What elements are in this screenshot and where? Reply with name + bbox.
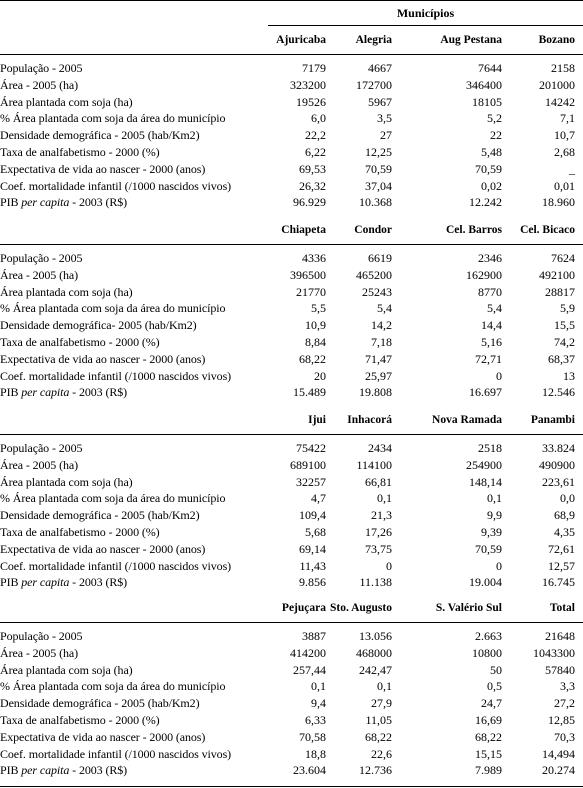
table-cell: 11,43	[299, 558, 326, 573]
row-label-em: per capita	[21, 763, 70, 778]
table-cell: 15,5	[554, 318, 575, 333]
header-rule	[0, 622, 583, 623]
table-cell: 68,9	[554, 508, 575, 523]
table-row	[0, 145, 583, 161]
table-cell: 4,35	[554, 525, 575, 539]
table-cell: 0,1	[487, 491, 502, 506]
table-cell: 6,22	[305, 145, 326, 159]
row-label-pre: Área plantada com soja (ha)	[0, 662, 133, 677]
row-label	[0, 646, 78, 661]
table-row	[0, 285, 583, 301]
row-label-pre: Densidade demográfica - 2005 (hab/Km2)	[0, 696, 200, 711]
row-label-pre: Expectativa de vida ao nascer - 2000 (anos)	[0, 729, 206, 744]
column-header: Cel. Barros	[445, 224, 502, 236]
row-label-pre: Densidade demográfica- 2005 (hab/Km2)	[0, 318, 197, 333]
table-cell: 2158	[551, 61, 575, 75]
table-cell: 25,97	[365, 368, 392, 383]
table-cell: 33.824	[542, 441, 575, 455]
table-cell: 114100	[356, 457, 392, 472]
row-label-post: - 2003 (R$)	[69, 195, 128, 210]
table-cell: 7624	[551, 251, 575, 265]
row-label	[0, 713, 160, 728]
row-label-pre: Densidade demográfica - 2005 (hab/Km2)	[0, 128, 200, 143]
table-cell: 4,7	[311, 491, 326, 506]
table-row	[0, 696, 583, 712]
table-cell: 242,47	[359, 662, 392, 677]
table-row	[0, 251, 583, 267]
table-cell: 6619	[368, 251, 392, 265]
table-row	[0, 542, 583, 558]
table-cell: 3,3	[560, 679, 575, 694]
row-label	[0, 111, 225, 126]
row-label	[0, 285, 133, 300]
row-label-pre: PIB	[0, 385, 22, 400]
table-cell: 13.056	[359, 629, 392, 643]
header-rule	[0, 434, 583, 435]
row-label	[0, 352, 205, 367]
table-cell: 5,9	[560, 301, 575, 316]
table-cell: 6,0	[311, 111, 326, 126]
bottom-rule	[0, 786, 583, 787]
table-cell: 3887	[302, 629, 326, 643]
table-cell: 70,59	[475, 541, 502, 556]
row-label	[0, 575, 127, 590]
row-label-pre: Coef. mortalidade infantil (/1000 nascidos vivos)	[0, 178, 232, 193]
table-cell: 72,61	[548, 541, 575, 556]
table-row	[0, 646, 583, 662]
table-cell: 9,4	[311, 696, 326, 711]
column-header: Total	[549, 602, 575, 614]
table-cell: 17,26	[365, 525, 392, 539]
table-cell: 346400	[466, 77, 502, 92]
table-cell: 70,59	[475, 161, 502, 176]
table-cell: 27,9	[371, 696, 392, 711]
row-label-pre: % Área plantada com soja da área do município	[0, 491, 226, 506]
table-row	[0, 335, 583, 351]
row-label	[0, 747, 231, 762]
row-label-pre: Coef. mortalidade infantil (/1000 nascidos vivos)	[0, 558, 232, 573]
row-label	[0, 268, 78, 283]
row-label-pre: PIB	[0, 195, 22, 210]
row-label-em: per capita	[21, 195, 70, 210]
table-cell: 0,01	[554, 178, 575, 193]
table-cell: 162900	[466, 267, 502, 282]
table-cell: 396500	[290, 267, 326, 282]
header-rule	[0, 244, 583, 245]
column-header: Sto. Augusto	[330, 602, 392, 614]
table-cell: 7179	[302, 61, 326, 75]
row-label-pre: População - 2005	[0, 251, 83, 265]
table-cell: 5967	[368, 94, 392, 109]
row-label-pre: % Área plantada com soja da área do município	[0, 111, 226, 126]
row-label	[0, 441, 82, 456]
table-cell: 19526	[296, 94, 326, 109]
row-label-pre: % Área plantada com soja da área do município	[0, 301, 226, 316]
table-cell: 7.989	[475, 763, 502, 778]
table-cell: 223,61	[542, 474, 575, 489]
row-label	[0, 475, 133, 490]
table-cell: 0	[496, 368, 502, 383]
row-label	[0, 542, 205, 557]
table-cell: 0,5	[487, 679, 502, 694]
table-cell: 70,59	[365, 161, 392, 176]
table-cell: 15.489	[293, 385, 326, 400]
row-label	[0, 629, 82, 644]
table-cell: 10,7	[554, 128, 575, 143]
table-cell: 2.663	[475, 629, 502, 643]
table-cell: 12.242	[469, 195, 502, 210]
row-label	[0, 491, 225, 506]
table-cell: 490900	[539, 457, 575, 472]
table-cell: 37,04	[365, 178, 392, 193]
row-label-pre: Taxa de analfabetismo - 2000 (%)	[0, 335, 160, 349]
table-row	[0, 195, 583, 211]
table-cell: 0,1	[311, 679, 326, 694]
table-cell: 9,9	[487, 508, 502, 523]
table-cell: 12,85	[548, 713, 575, 727]
table-cell: 2,68	[554, 145, 575, 159]
row-label-pre: Área plantada com soja (ha)	[0, 284, 133, 299]
table-cell: 13	[563, 368, 575, 383]
table-cell: 9.856	[299, 575, 326, 590]
table-row	[0, 491, 583, 507]
row-label	[0, 508, 199, 523]
table-cell: 0	[496, 558, 502, 573]
table-cell: 18,8	[305, 746, 326, 761]
row-label	[0, 696, 199, 711]
row-label-pre: População - 2005	[0, 61, 83, 75]
row-label-post: - 2003 (R$)	[69, 385, 128, 400]
table-cell: 323200	[290, 77, 326, 92]
row-label-pre: População - 2005	[0, 629, 83, 643]
table-row	[0, 508, 583, 524]
table-cell: 16.745	[542, 575, 575, 590]
table-cell: 73,75	[365, 541, 392, 556]
table-cell: 20	[314, 368, 326, 383]
table-cell: 12.546	[542, 385, 575, 400]
table-row	[0, 663, 583, 679]
row-label-pre: Área plantada com soja (ha)	[0, 474, 133, 489]
row-label-em: per capita	[21, 575, 70, 590]
table-row	[0, 713, 583, 729]
title-underline	[268, 25, 583, 26]
row-label-pre: Área - 2005 (ha)	[0, 457, 79, 472]
row-label-pre: Coef. mortalidade infantil (/1000 nascidos vivos)	[0, 746, 232, 761]
table-cell: 96.929	[293, 195, 326, 210]
table-cell: 414200	[290, 645, 326, 660]
table-cell: 5,48	[481, 145, 502, 159]
row-label-pre: População - 2005	[0, 441, 83, 455]
row-label-pre: Expectativa de vida ao nascer - 2000 (anos)	[0, 161, 206, 176]
table-cell: 0,02	[481, 178, 502, 193]
table-cell: 14242	[545, 94, 575, 109]
table-row	[0, 629, 583, 645]
top-rule	[0, 0, 583, 1]
row-label-pre: Densidade demográfica - 2005 (hab/Km2)	[0, 508, 200, 523]
row-label-pre: PIB	[0, 575, 22, 590]
row-label	[0, 61, 82, 76]
row-label-pre: Taxa de analfabetismo - 2000 (%)	[0, 713, 160, 727]
table-cell: 8770	[478, 284, 502, 299]
table-cell: 69,14	[299, 541, 326, 556]
table-cell: 23.604	[293, 763, 326, 778]
table-cell: 16.697	[469, 385, 502, 400]
table-cell: 75422	[296, 441, 326, 455]
table-cell: 10800	[472, 645, 502, 660]
row-label	[0, 730, 205, 745]
table-cell: 28817	[545, 284, 575, 299]
column-header: Pejuçara	[281, 602, 326, 614]
table-cell: 22,2	[305, 128, 326, 143]
table-row	[0, 111, 583, 127]
table-cell: 14,4	[481, 318, 502, 333]
table-row	[0, 128, 583, 144]
table-cell: 468000	[356, 645, 392, 660]
table-cell: 32257	[296, 474, 326, 489]
row-label-pre: Taxa de analfabetismo - 2000 (%)	[0, 145, 160, 159]
table-cell: 2434	[368, 441, 392, 455]
table-cell: 6,33	[305, 713, 326, 727]
table-cell: 492100	[539, 267, 575, 282]
table-row	[0, 441, 583, 457]
row-label	[0, 369, 231, 384]
table-cell: 12,25	[365, 145, 392, 159]
table-row	[0, 301, 583, 317]
table-row	[0, 525, 583, 541]
row-label	[0, 95, 133, 110]
table-cell: 9,39	[481, 525, 502, 539]
table-cell: 50	[490, 662, 502, 677]
row-label	[0, 318, 197, 333]
table-title: Municípios	[396, 6, 455, 20]
column-header: Panambi	[530, 414, 575, 426]
row-label	[0, 525, 160, 540]
row-label	[0, 559, 231, 574]
row-label	[0, 763, 127, 778]
table-cell: 15,15	[475, 746, 502, 761]
table-row	[0, 763, 583, 779]
table-cell: 25243	[362, 284, 392, 299]
table-cell: 68,22	[475, 729, 502, 744]
table-cell: 66,81	[365, 474, 392, 489]
table-cell: 11,05	[365, 713, 392, 727]
table-cell: 14,494	[542, 746, 575, 761]
row-label	[0, 179, 231, 194]
table-cell: 2518	[478, 441, 502, 455]
table-row	[0, 730, 583, 746]
table-row	[0, 369, 583, 385]
row-label-pre: Expectativa de vida ao nascer - 2000 (anos)	[0, 541, 206, 556]
table-cell: 12,57	[548, 558, 575, 573]
table-cell: 5,16	[481, 335, 502, 349]
table-cell: 72,71	[475, 351, 502, 366]
table-cell: 465200	[356, 267, 392, 282]
table-cell: 3,5	[377, 111, 392, 126]
table-cell: 109,4	[299, 508, 326, 523]
table-cell: 0,0	[560, 491, 575, 506]
column-header: S. Valério Sul	[435, 602, 502, 614]
table-row	[0, 61, 583, 77]
row-label	[0, 128, 199, 143]
table-cell: 71,47	[365, 351, 392, 366]
table-cell: 201000	[539, 77, 575, 92]
table-row	[0, 475, 583, 491]
table-cell: 7,1	[560, 111, 575, 126]
table-cell: 14,2	[371, 318, 392, 333]
table-cell: 70,3	[554, 729, 575, 744]
table-row	[0, 679, 583, 695]
column-header: Ijui	[308, 414, 326, 426]
table-row	[0, 78, 583, 94]
table-cell: 22	[490, 128, 502, 143]
table-cell: 24,7	[481, 696, 502, 711]
table-cell: 26,32	[299, 178, 326, 193]
row-label	[0, 385, 127, 400]
row-label-pre: Coef. mortalidade infantil (/1000 nascidos vivos)	[0, 368, 232, 383]
table-cell: 74,2	[554, 335, 575, 349]
row-label	[0, 78, 78, 93]
row-label	[0, 663, 133, 678]
row-label	[0, 251, 82, 266]
column-header: Nova Ramada	[432, 414, 502, 426]
column-header: Cel. Bicaco	[520, 224, 575, 236]
table-cell: 22,6	[371, 746, 392, 761]
table-cell: 16,69	[475, 713, 502, 727]
column-header: Inhacorá	[347, 414, 392, 426]
row-label	[0, 195, 127, 210]
row-label-pre: Expectativa de vida ao nascer - 2000 (anos)	[0, 351, 206, 366]
table-cell: 21648	[545, 629, 575, 643]
table-cell: 69,53	[299, 161, 326, 176]
table-cell: 5,68	[305, 525, 326, 539]
row-label-post: - 2003 (R$)	[69, 763, 128, 778]
row-label	[0, 335, 160, 350]
header-rule	[0, 54, 583, 55]
table-cell: 8,84	[305, 335, 326, 349]
table-row	[0, 318, 583, 334]
table-cell: 18105	[472, 94, 502, 109]
table-row	[0, 385, 583, 401]
row-label-pre: Área - 2005 (ha)	[0, 267, 79, 282]
table-cell: _	[569, 161, 575, 176]
table-cell: 68,37	[548, 351, 575, 366]
row-label-pre: PIB	[0, 763, 22, 778]
table-cell: 2346	[478, 251, 502, 265]
table-cell: 21770	[296, 284, 326, 299]
table-row	[0, 458, 583, 474]
table-cell: 172700	[356, 77, 392, 92]
table-cell: 10.368	[359, 195, 392, 210]
table-cell: 12.736	[359, 763, 392, 778]
column-header: Bozano	[538, 34, 575, 46]
table-cell: 20.274	[542, 763, 575, 778]
table-row	[0, 747, 583, 763]
column-header: Chiapeta	[281, 224, 326, 236]
table-row	[0, 559, 583, 575]
table-row	[0, 179, 583, 195]
row-label	[0, 162, 205, 177]
table-cell: 27,2	[554, 696, 575, 711]
table-cell: 689100	[290, 457, 326, 472]
row-label	[0, 301, 225, 316]
row-label	[0, 458, 78, 473]
table-cell: 7,18	[371, 335, 392, 349]
table-cell: 19.004	[469, 575, 502, 590]
table-cell: 5,2	[487, 111, 502, 126]
table-cell: 68,22	[299, 351, 326, 366]
row-label-pre: Área - 2005 (ha)	[0, 77, 79, 92]
table-cell: 0,1	[377, 679, 392, 694]
column-header: Aug Pestana	[440, 34, 502, 46]
row-label-pre: Área - 2005 (ha)	[0, 645, 79, 660]
row-label-pre: % Área plantada com soja da área do município	[0, 679, 226, 694]
table-cell: 257,44	[293, 662, 326, 677]
table-cell: 5,5	[311, 301, 326, 316]
table-cell: 27	[380, 128, 392, 143]
table-cell: 254900	[466, 457, 502, 472]
column-header: Condor	[354, 224, 392, 236]
column-header: Alegria	[355, 34, 392, 46]
row-label	[0, 679, 225, 694]
table-cell: 5,4	[487, 301, 502, 316]
table-row	[0, 162, 583, 178]
column-header: Ajuricaba	[276, 34, 326, 46]
row-label-post: - 2003 (R$)	[69, 575, 128, 590]
table-cell: 18.960	[542, 195, 575, 210]
table-row	[0, 268, 583, 284]
table-cell: 57840	[545, 662, 575, 677]
row-label-em: per capita	[21, 385, 70, 400]
row-label-pre: Área plantada com soja (ha)	[0, 94, 133, 109]
table-row	[0, 95, 583, 111]
table-cell: 7644	[478, 61, 502, 75]
table-cell: 70,58	[299, 729, 326, 744]
table-cell: 11.138	[359, 575, 392, 590]
table-cell: 21,3	[371, 508, 392, 523]
table-row	[0, 352, 583, 368]
row-label	[0, 145, 160, 160]
table-cell: 68,22	[365, 729, 392, 744]
table-cell: 4336	[302, 251, 326, 265]
table-row	[0, 575, 583, 591]
table-cell: 10,9	[305, 318, 326, 333]
table-cell: 4667	[368, 61, 392, 75]
table-cell: 0	[386, 558, 392, 573]
table-cell: 19.808	[359, 385, 392, 400]
table-cell: 0,1	[377, 491, 392, 506]
table-cell: 1043300	[533, 645, 575, 660]
table-cell: 5,4	[377, 301, 392, 316]
row-label-pre: Taxa de analfabetismo - 2000 (%)	[0, 525, 160, 539]
table-cell: 148,14	[469, 474, 502, 489]
